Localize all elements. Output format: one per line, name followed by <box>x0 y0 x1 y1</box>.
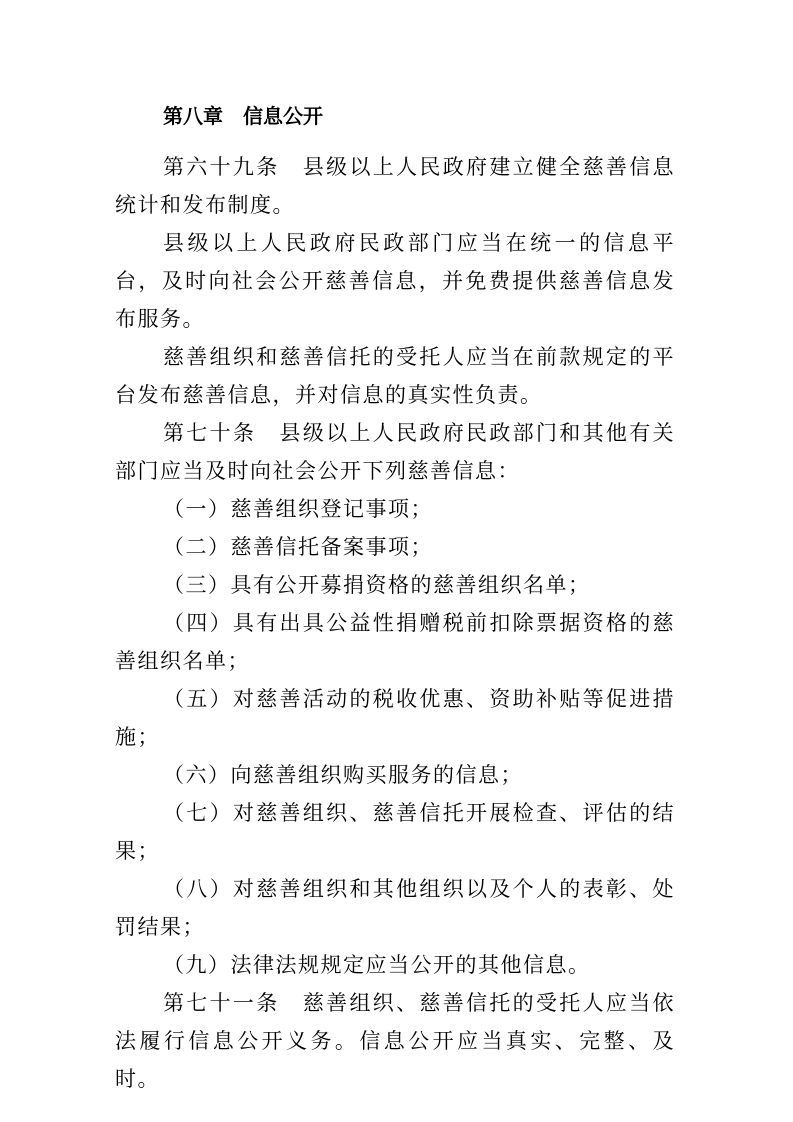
paragraph-article-69: 第六十九条 县级以上人民政府建立健全慈善信息统计和发布制度。 <box>115 155 675 217</box>
list-item: （八）对慈善组织和其他组织以及个人的表彰、处罚结果； <box>115 877 675 939</box>
list-item: （二）慈善信托备案事项； <box>163 535 433 559</box>
document-body <box>115 148 675 1098</box>
list-item: （一）慈善组织登记事项； <box>163 497 433 521</box>
list-item: （五）对慈善活动的税收优惠、资助补贴等促进措施； <box>115 687 675 749</box>
list-item: （四）具有出具公益性捐赠税前扣除票据资格的慈善组织名单； <box>115 611 675 673</box>
paragraph-article-71: 第七十一条 慈善组织、慈善信托的受托人应当依法履行信息公开义务。信息公开应当真实、完整、及时。 <box>115 991 675 1091</box>
list-item: （七）对慈善组织、慈善信托开展检查、评估的结果； <box>115 801 675 863</box>
paragraph-article-69-clause-2: 县级以上人民政府民政部门应当在统一的信息平台，及时向社会公开慈善信息，并免费提供慈善信息发布服务。 <box>115 231 675 331</box>
paragraph-article-70: 第七十条 县级以上人民政府民政部门和其他有关部门应当及时向社会公开下列慈善信息： <box>115 421 675 483</box>
paragraph-article-69-clause-3: 慈善组织和慈善信托的受托人应当在前款规定的平台发布慈善信息，并对信息的真实性负责。 <box>115 345 675 407</box>
list-item: （六）向慈善组织购买服务的信息； <box>163 763 523 787</box>
list-item: （九）法律法规规定应当公开的其他信息。 <box>163 953 591 977</box>
list-item: （三）具有公开募捐资格的慈善组织名单； <box>163 573 591 597</box>
chapter-heading: 第八章 信息公开 <box>163 104 323 128</box>
